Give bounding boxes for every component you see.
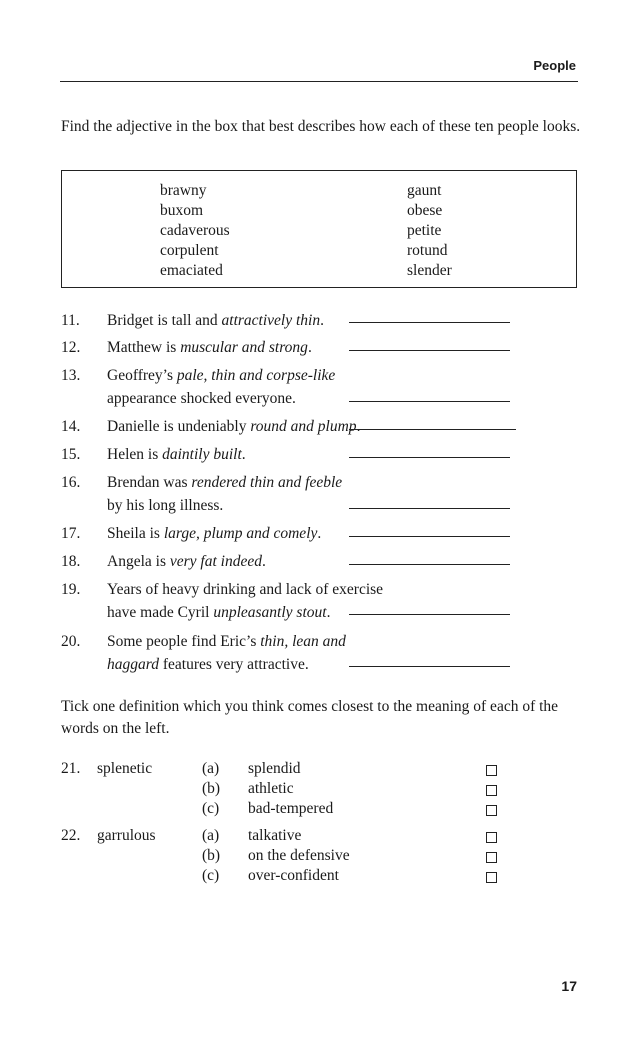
item-sentence <box>107 550 266 573</box>
question-number: 21. <box>61 760 81 777</box>
option-letter: (b) <box>202 780 221 797</box>
sentence-text: . <box>356 418 361 435</box>
italic-phrase: very fat indeed <box>169 553 262 570</box>
item-sentence <box>107 653 309 676</box>
sentence-text: have made Cyril <box>107 604 214 621</box>
answer-blank[interactable] <box>349 350 510 351</box>
sentence-text: Matthew is <box>107 339 181 356</box>
sentence-text: features very attractive. <box>158 656 309 673</box>
item-sentence <box>107 387 296 410</box>
option-text: on the defensive <box>248 847 350 864</box>
option-checkbox[interactable] <box>486 872 497 883</box>
section-title: People <box>533 58 576 73</box>
option-checkbox[interactable] <box>486 765 497 776</box>
answer-blank[interactable] <box>349 564 510 565</box>
item-number: 17. <box>61 525 81 542</box>
sentence-text: Years of heavy drinking and lack of exercise <box>107 581 384 598</box>
answer-blank[interactable] <box>349 429 516 430</box>
sentence-text: Danielle is undeniably <box>107 418 251 435</box>
option-checkbox[interactable] <box>486 852 497 863</box>
option-letter: (a) <box>202 760 220 777</box>
option-letter: (c) <box>202 800 220 817</box>
item-number: 16. <box>61 474 81 491</box>
sentence-text: . <box>320 312 324 329</box>
item-number: 13. <box>61 367 81 384</box>
answer-blank[interactable] <box>349 614 510 615</box>
option-text: over-confident <box>248 867 339 884</box>
item-sentence <box>107 601 330 624</box>
italic-phrase: muscular and strong <box>180 339 308 356</box>
sentence-text: . <box>261 553 266 570</box>
box-word: emaciated <box>160 262 223 279</box>
option-checkbox[interactable] <box>486 805 497 816</box>
answer-blank[interactable] <box>349 401 510 402</box>
item-number: 15. <box>61 446 81 463</box>
item-sentence <box>107 471 342 494</box>
item-number: 19. <box>61 581 81 598</box>
option-checkbox[interactable] <box>486 785 497 796</box>
italic-phrase: rendered thin and feeble <box>191 474 343 491</box>
page-number: 17 <box>561 978 577 994</box>
italic-phrase: round and plump <box>250 418 357 435</box>
item-sentence <box>107 364 335 387</box>
item-number: 18. <box>61 553 81 570</box>
sentence-text: Angela is <box>107 553 170 570</box>
italic-phrase: daintily built <box>162 446 242 463</box>
item-sentence <box>107 336 312 359</box>
word-box-right-column <box>407 181 452 281</box>
option-letter: (a) <box>202 827 220 844</box>
item-number: 11. <box>61 312 80 329</box>
exercise1-instruction: Find the adjective in the box that best describes how each of these ten people looks. <box>61 118 581 135</box>
sentence-text: by his long illness. <box>107 497 224 514</box>
item-sentence <box>107 578 383 601</box>
box-word: obese <box>407 202 443 219</box>
italic-phrase: thin, lean and <box>260 633 346 650</box>
box-word: corpulent <box>160 242 219 259</box>
item-number: 12. <box>61 339 81 356</box>
sentence-text: . <box>241 446 246 463</box>
answer-blank[interactable] <box>349 508 510 509</box>
answer-blank[interactable] <box>349 666 510 667</box>
sentence-text: Some people find Eric’s <box>107 633 261 650</box>
answer-blank[interactable] <box>349 457 510 458</box>
word-box <box>61 170 577 288</box>
answer-blank[interactable] <box>349 536 510 537</box>
box-word: brawny <box>160 182 207 199</box>
italic-phrase: unpleasantly stout <box>213 604 327 621</box>
item-sentence <box>107 309 324 332</box>
italic-phrase: attractively thin <box>221 312 321 329</box>
option-checkbox[interactable] <box>486 832 497 843</box>
box-word: gaunt <box>407 182 442 199</box>
box-word: slender <box>407 262 452 279</box>
option-text: athletic <box>248 780 294 797</box>
box-word: rotund <box>407 242 448 259</box>
sentence-text: Sheila is <box>107 525 164 542</box>
sentence-text: . <box>307 339 312 356</box>
item-number: 14. <box>61 418 81 435</box>
box-word: buxom <box>160 202 204 219</box>
sentence-text: . <box>317 525 322 542</box>
option-text: bad-tempered <box>248 800 334 817</box>
item-sentence <box>107 522 321 545</box>
item-sentence <box>107 415 360 438</box>
item-sentence <box>107 443 246 466</box>
option-letter: (b) <box>202 847 221 864</box>
italic-phrase: large, plump and comely <box>163 525 318 542</box>
sentence-text: Bridget is tall and <box>107 312 222 329</box>
italic-phrase: pale, thin and corpse-like <box>176 367 336 384</box>
item-number: 20. <box>61 633 81 650</box>
answer-blank[interactable] <box>349 322 510 323</box>
italic-phrase: haggard <box>107 656 159 673</box>
option-letter: (c) <box>202 867 220 884</box>
sentence-text: appearance shocked everyone. <box>107 390 296 407</box>
question-number: 22. <box>61 827 81 844</box>
sentence-text: Geoffrey’s <box>107 367 177 384</box>
question-word: splenetic <box>97 760 153 777</box>
box-word: cadaverous <box>160 222 230 239</box>
word-box-left-column <box>160 181 230 281</box>
sentence-text: . <box>326 604 331 621</box>
sentence-text: Helen is <box>107 446 163 463</box>
option-text: splendid <box>248 760 301 777</box>
option-text: talkative <box>248 827 302 844</box>
item-sentence <box>107 494 223 517</box>
question-word: garrulous <box>97 827 156 844</box>
sentence-text: Brendan was <box>107 474 192 491</box>
box-word: petite <box>407 222 442 239</box>
item-sentence <box>107 630 346 653</box>
header-rule <box>60 81 578 82</box>
exercise2-instruction: Tick one definition which you think comes closest to the meaning of each of the words on the left. <box>61 698 559 737</box>
